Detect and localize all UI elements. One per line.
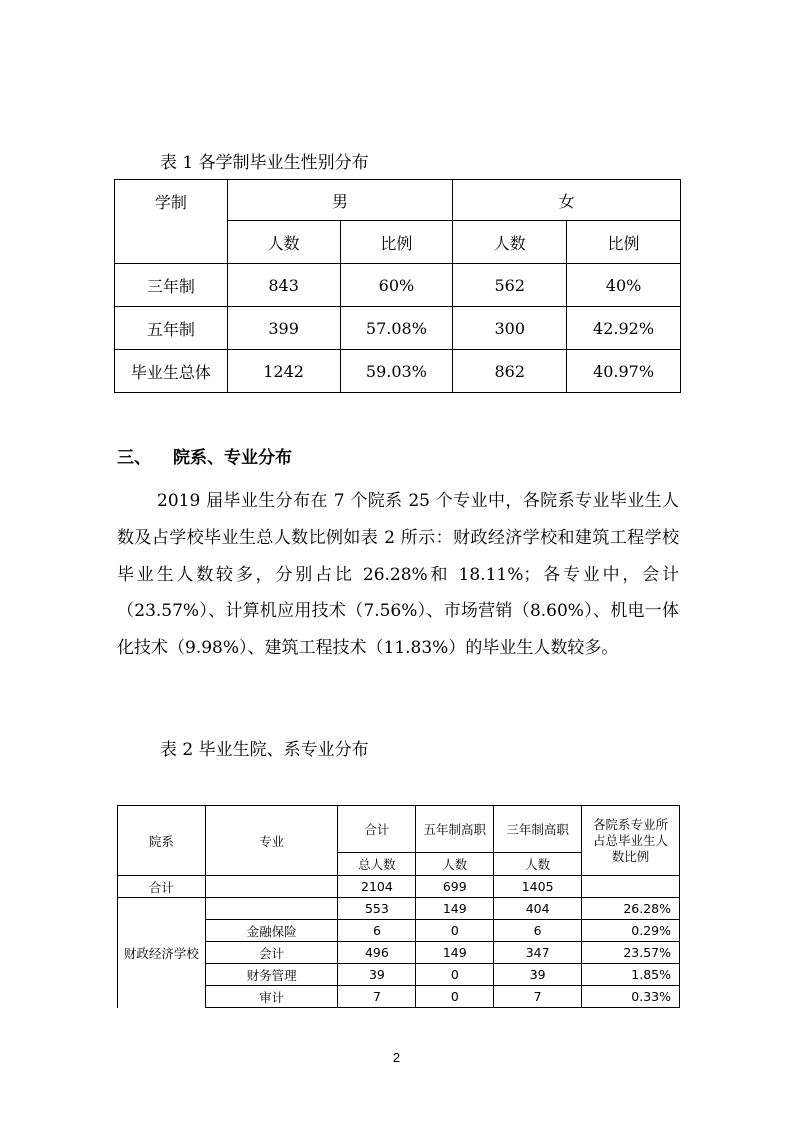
header-five-sub: 人数 [416,853,494,876]
female-count: 300 [453,307,567,350]
female-ratio: 40.97% [567,350,681,393]
table-row [115,264,681,307]
male-ratio: 60% [340,264,453,307]
header-xuezhi: 学制 [115,180,228,264]
total-count: 2104 [338,876,416,898]
pct: 1.85% [582,964,680,986]
total-five: 699 [416,876,494,898]
header-female-ratio: 比例 [567,221,681,264]
male-count: 843 [227,264,340,307]
header-pct-line3: 数比例 [611,848,650,864]
table1-caption: 表 1 各学制毕业生性别分布 [160,153,369,173]
three: 6 [494,920,582,942]
row-name: 毕业生总体 [115,350,228,393]
total: 496 [338,942,416,964]
male-ratio: 59.03% [340,350,453,393]
pct: 0.33% [582,986,680,1008]
header-three-sub: 人数 [494,853,582,876]
major [205,898,338,920]
five: 149 [416,942,494,964]
five: 149 [416,898,494,920]
gender-distribution-table [114,179,681,393]
major: 财务管理 [205,964,338,986]
five: 0 [416,986,494,1008]
header-major: 专业 [205,806,338,876]
pct: 23.57% [582,942,680,964]
header-male: 男 [227,180,453,221]
total-major [205,876,338,898]
header-female-count: 人数 [453,221,567,264]
female-ratio: 40% [567,264,681,307]
header-female: 女 [453,180,681,221]
total: 39 [338,964,416,986]
row-name: 三年制 [115,264,228,307]
major: 审计 [205,986,338,1008]
header-pct [582,806,680,876]
male-count: 399 [227,307,340,350]
header-three: 三年制高职 [494,806,582,853]
table-row [118,898,680,920]
section-title: 院系、专业分布 [173,448,292,468]
female-count: 562 [453,264,567,307]
total: 7 [338,986,416,1008]
header-five: 五年制高职 [416,806,494,853]
pct: 0.29% [582,920,680,942]
total-row [118,876,680,898]
five: 0 [416,920,494,942]
header-total-sub: 总人数 [338,853,416,876]
table-row [115,350,681,393]
header-male-count: 人数 [227,221,340,264]
three: 39 [494,964,582,986]
female-count: 862 [453,350,567,393]
dept-name: 财政经济学校 [118,898,206,1008]
section-heading [117,443,292,468]
total-label: 合计 [118,876,206,898]
department-major-table [117,805,680,1008]
header-pct-line2: 占总毕业生人 [593,832,669,848]
table2-caption: 表 2 毕业生院、系专业分布 [160,740,369,760]
paragraph-text: 2019 届毕业生分布在 7 个院系 25 个专业中，各院系专业毕业生人数及占学校毕业生总人数比例如表 2 所示：财政经济学校和建筑工程学校毕业生人数较多，分别占比 26.28%和 18.11%；各专业中，会计（23.57%）、计算机应用技术（7.56%）、市场营销（8.60%）、机电一体化技术（9.98%）、建筑工程技术（11.83%）的毕业生人数较多。 [117,491,679,659]
total: 6 [338,920,416,942]
major: 会计 [205,942,338,964]
page-number: 2 [392,1050,401,1065]
header-male-ratio: 比例 [340,221,453,264]
pct: 26.28% [582,898,680,920]
total-three: 1405 [494,876,582,898]
body-paragraph [117,483,679,667]
header-dept: 院系 [118,806,206,876]
row-name: 五年制 [115,307,228,350]
section-number: 三、 [117,448,151,468]
five: 0 [416,964,494,986]
three: 404 [494,898,582,920]
total-pct [582,876,680,898]
male-ratio: 57.08% [340,307,453,350]
male-count: 1242 [227,350,340,393]
major: 金融保险 [205,920,338,942]
table-row [115,307,681,350]
three: 7 [494,986,582,1008]
header-pct-line1: 各院系专业所 [593,816,669,832]
header-total: 合计 [338,806,416,853]
female-ratio: 42.92% [567,307,681,350]
three: 347 [494,942,582,964]
total: 553 [338,898,416,920]
